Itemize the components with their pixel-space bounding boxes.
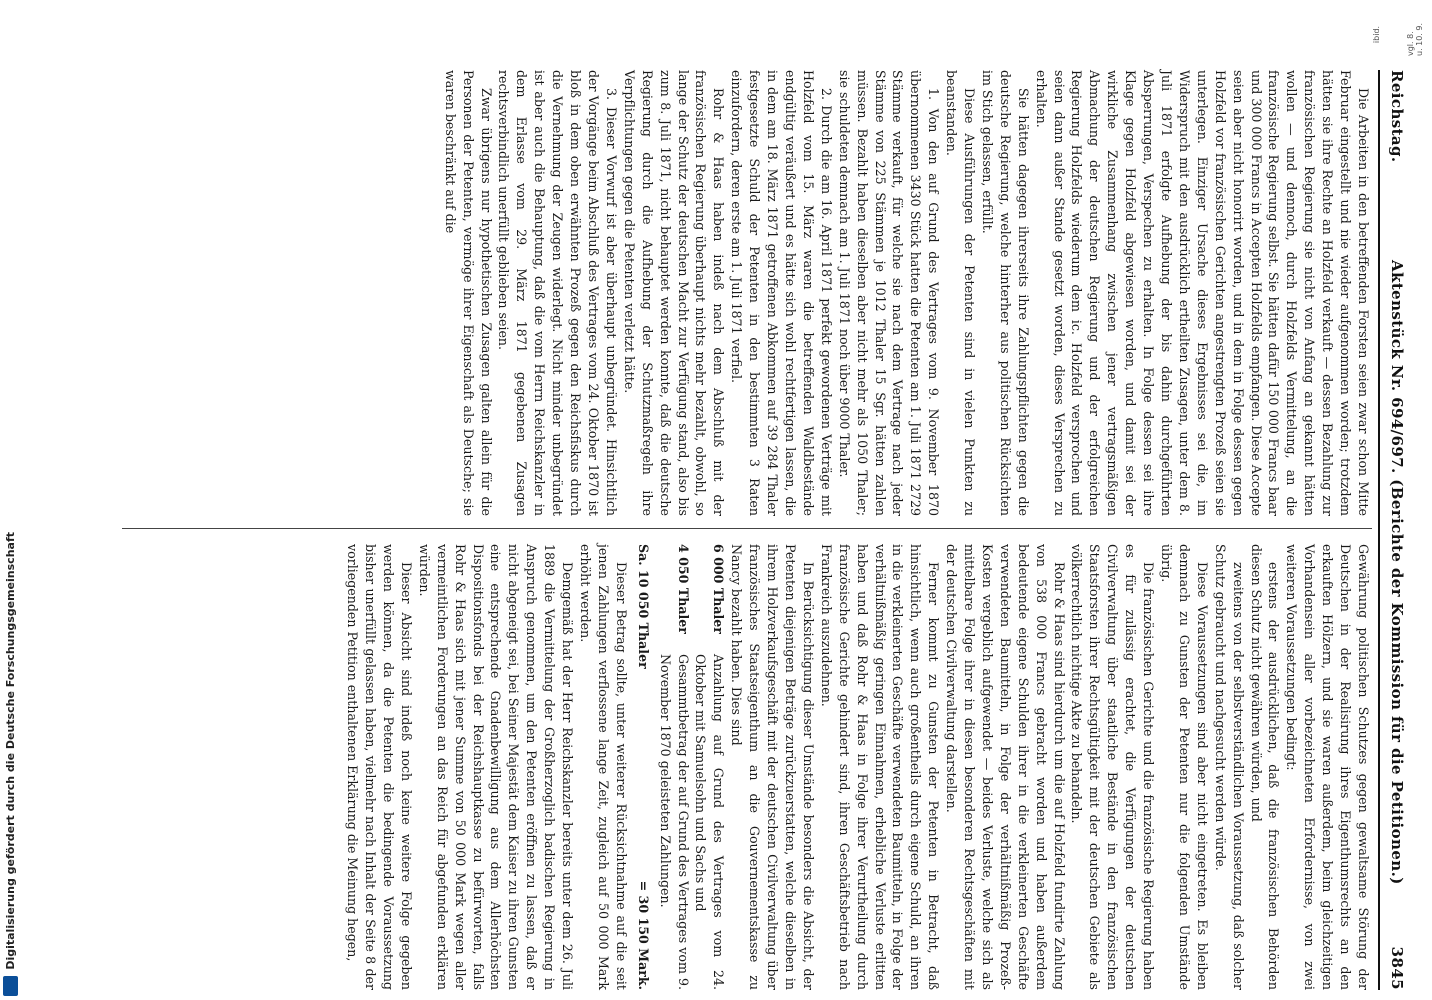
paragraph: Sie hätten dagegen ihrerseits ihre Zahlungspflichten gegen die deutsche Regierung, welche hinterher aus politischen Rücksichten im Stich gelassen, erfüllt. <box>979 70 1031 516</box>
paragraph: Rohr & Haas haben indeß nach dem Abschluß mit der französischen Regierung überhaupt nichts mehr bezahlt, obwohl, so lange der Schutz der deutschen Macht zur Verfügung stand, also bis zum 8. Juli 1871, nicht behauptet werden konnte, daß die deutsche Regierung durch die Aufhebung der Schutzmaßregeln ihre Verpflichtungen gegen die Petenten verletzt hätte. <box>621 70 727 516</box>
right-column <box>343 544 1372 990</box>
paragraph: Die Arbeiten in den betreffenden Forsten seien zwar schon Mitte Februar eingestellt und nie wieder aufgenommen worden; trotzdem hätten sie ihre Rechte an Holzfeld verkauft — dessen Bezahlung zur französischen Regierung sie nicht von Anfang an gekannt hätten wollen — und dennoch, durch Holzfelds Vermittelung, an die französische Regierung selbst. Sie hätten dafür 150 000 Francs baar und 300 000 Francs in Accepten Holzfelds empfangen. Diese Accepte seien aber nicht honorirt worden, und in dem in Folge dessen gegen Holzfeld vor französischen Gerichten angestrengten Prozeß seien sie unterlegen. Einziger Ursache dieses Ergebnisses sei die, im Widerspruch mit den ausdrücklich ertheilten Zusagen, unter dem 8. Juli 1871 erfolgte Aufhebung der bis dahin durchgeführten Absperrungen, Verspechen zu erhalten. In Folge dessen sei ihre Klage gegen Holzfeld abgewiesen worden, und damit sei der wirkliche Zusammenhang zwischen jener vertragsmäßigen Abmachung der deutschen Regierung und der erfolgreichen Regierung Holzfelds wiederum dem ic. Holzfeld versprochen und seien dann außer Stande gesetzt worden, dieses Versprechen zu erhalten. <box>1033 70 1371 516</box>
payment-amount: 4 050 Thaler <box>675 544 691 634</box>
payment-item <box>656 544 692 990</box>
digitization-credit-strip <box>0 0 22 1000</box>
paragraph: 2. Durch die am 16. April 1871 perfekt gewordenen Verträge mit Holzfeld vom 15. März waren die betreffenden Waldbestände endgültig veräußert und es hätte sich wohl rechtfertigen lassen, die in dem am 18. März 1871 getroffenen Abkommen auf 39 284 Thaler festgesetzte Schuld der Petenten in den bestimmten 3 Raten einzufordern, deren erste am 1. Juli 1871 verfiel. <box>729 70 834 516</box>
dfg-logo-icon <box>3 976 18 996</box>
paragraph: Die französischen Gerichte und die französische Regierung haben es für zulässig erachtet, die Verfügungen der deutschen Civilverwaltung über staatliche Bestände in den französischen Staatsforsten ihrer Rechtsgültigkeit mit der deutschen Gebiete als völkerrechtlich nichtige Akte zu behandeln. <box>1069 544 1157 990</box>
column-divider <box>122 528 1372 529</box>
payment-amount: 6 000 Thaler <box>711 544 727 634</box>
paragraph: 1. Von den auf Grund des Vertrages vom 9. November 1870 übernommenen 3430 Stück hatten die Petenten am 1. Juli 1871 2729 Stämme verkauft, für welche sie nach dem Vertrage nach jeder Stämme von 225 Stämmen je 1012 Thaler 15 Sgr. hätten zahlen müssen. Bezahlt haben dieselben aber nicht mehr als 1050 Thaler; sie schuldeten demnach am 1. Juli 1871 noch über 9000 Thaler. <box>836 70 942 516</box>
paragraph: Diese Ausführungen der Petenten sind in vielen Punkten zu beanstanden. <box>944 70 978 516</box>
paragraph: Ferner kommt zu Gunsten der Petenten in Betracht, daß hinsichtlich, wenn auch großentheils durch eigene Schuld, an ihren in die verkleinerten Geschäfte verwendeten Baumitteln, in Folge der verhältnißmäßig geringen Einnahmen, erhebliche Verluste erlitten haben und daß Rohr & Haas in Folge ihrer Verurtheilung durch französische Gerichte gehindert sind, ihren Geschäftsbetrieb nach Frankreich auszudehnen. <box>818 544 942 990</box>
margin-note: vgl. 8. u. 10. 9. <box>1406 22 1424 56</box>
paragraph: erstens der ausdrücklichen, daß die französischen Behörden diesen Schutz nicht gewähren würden, und <box>1248 544 1282 990</box>
total-value: = 30 150 Mark. <box>635 880 651 990</box>
paragraph: zweitens von der selbstverständlichen Voraussetzung, daß solcher Schutz gebraucht und nachgesucht werden würde. <box>1212 544 1246 990</box>
page-header <box>1380 70 1410 990</box>
header-chamber: Reichstag. <box>1388 70 1406 163</box>
rotated-page <box>87 0 1432 1000</box>
margin-note: ibid. <box>1372 25 1382 44</box>
paragraph: Diese Voraussetzungen sind aber nicht eingetreten. Es bleiben demnach zu Gunsten der Petenten nur die folgenden Umstände übrig. <box>1159 544 1210 990</box>
payment-description: Anzahlung auf Grund des Vertrages vom 24. Oktober mit Samuelsohn und Sachs und <box>693 654 727 990</box>
paragraph: Dieser Betrag sollte, unter weiterer Rücksichtnahme auf die seit jenen Zahlungen verflossene lange Zeit, zugleich auf 50 000 Mark erhöht werden. <box>578 544 629 990</box>
left-column <box>441 70 1372 516</box>
payment-description: Gesammtbetrag der auf Grund des Vertrages vom 9. November 1870 geleisteten Zahlungen. <box>657 654 691 990</box>
paragraph: In Berücksichtigung dieser Umstände besonders die Absicht, der Petenten diejenigen Beträge zurückzuerstatten, welche dieselben in ihrem Holzverkaufsgeschäft mit der deutschen Civilverwaltung über französisches Staatseigenthum an die Gouvernementskasse zu Nancy bezahlt haben. Dies sind <box>729 544 816 990</box>
page-number: 3845 <box>1388 946 1406 990</box>
header-document-title: Aktenstück Nr. 694/697. (Berichte der Kommission für die Petitionen.) <box>1388 260 1406 885</box>
paragraph: Zwar übrigens nur hypothetischen Zusagen galten allein für die Personen der Petenten, vermöge ihrer Eigenschaft als Deutsche; sie waren beschränkt auf die <box>442 70 494 516</box>
paragraph: Demgemäß hat der Herr Reichskanzler bereits unter dem 26. Juli 1889 die Vermittelung der Großherzoglich badischen Regierung in Anspruch genommen, um den Petenten eröffnen zu lassen, daß er nicht abgeneigt sei, bei Seiner Majestät dem Kaiser zu ihren Gunsten eine entsprechende Gnadenbewilligung aus dem Allerhöchsten Dispositionsfonds bei der Reichshauptkasse zu befürworten, falls Rohr & Haas sich mit jener Summe von 50 000 Mark wegen aller vermeintlichen Forderungen an das Reich für abgefunden erklären würden. <box>416 544 576 990</box>
payment-item <box>692 544 728 990</box>
header-rule <box>1378 70 1380 990</box>
payment-total <box>634 544 652 990</box>
total-label: Sa. 10 050 Thaler <box>635 544 651 669</box>
digitization-credit-text: Digitalisierung gefördert durch die Deutsche Forschungsgemeinschaft <box>4 532 17 970</box>
paragraph: Gewährung politischen Schutzes gegen gewaltsame Störung der Deutschen in der Realisirung ihres Eigenthumsrechts an den erkauften Hölzern, und sie waren außerdem, beim gleichzeitigen Vorhandensein aller vorbezeichneten Erfordernisse, von zwei weiteren Voraussetzungen bedingt: <box>1284 544 1371 990</box>
paragraph: Rohr & Haas sind hierdurch um die auf Holzfeld fundirte Zahlung von 538 000 Francs gebracht worden und haben außerdem bedeutende eigene Schulden ihrer in die verkleinerten Geschäfte verwendeten Baumitteln, in Folge der verhältnißmäßig Prozeß-Kosten vergeblich aufgewendet — beides Verluste, welche sich als mittelbare Folge ihrer in diesen besonderen Rechtsgeschäften mit der deutschen Civilverwaltung darstellen. <box>944 544 1067 990</box>
paragraph: Dieser Absicht sind indeß noch keine weitere Folge gegeben werden können, da die Petenten die bedingende Voraussetzung bisher unerfüllt gelassen haben, vielmehr nach Inhalt der Seite 8 der vorliegenden Petition enthaltenen Erklärung die Meinung hegen, <box>345 544 414 990</box>
paragraph: 3. Dieser Vorwurf ist aber überhaupt unbegründet. Hinsichtlich der Vorgänge beim Abschluß des Vertrages vom 24. Oktober 1870 ist bloß in dem oben erwähnten Prozeß gegen den Reichsfiskus durch die Vernehmung der Zeugen widerlegt. Nicht minder unbegründet ist aber auch die Behauptung, daß die vom Herrn Reichskanzler in dem Erlasse vom 29. März 1871 gegebenen Zusagen rechtsverbindlich unerfüllt geblieben seien. <box>496 70 619 516</box>
